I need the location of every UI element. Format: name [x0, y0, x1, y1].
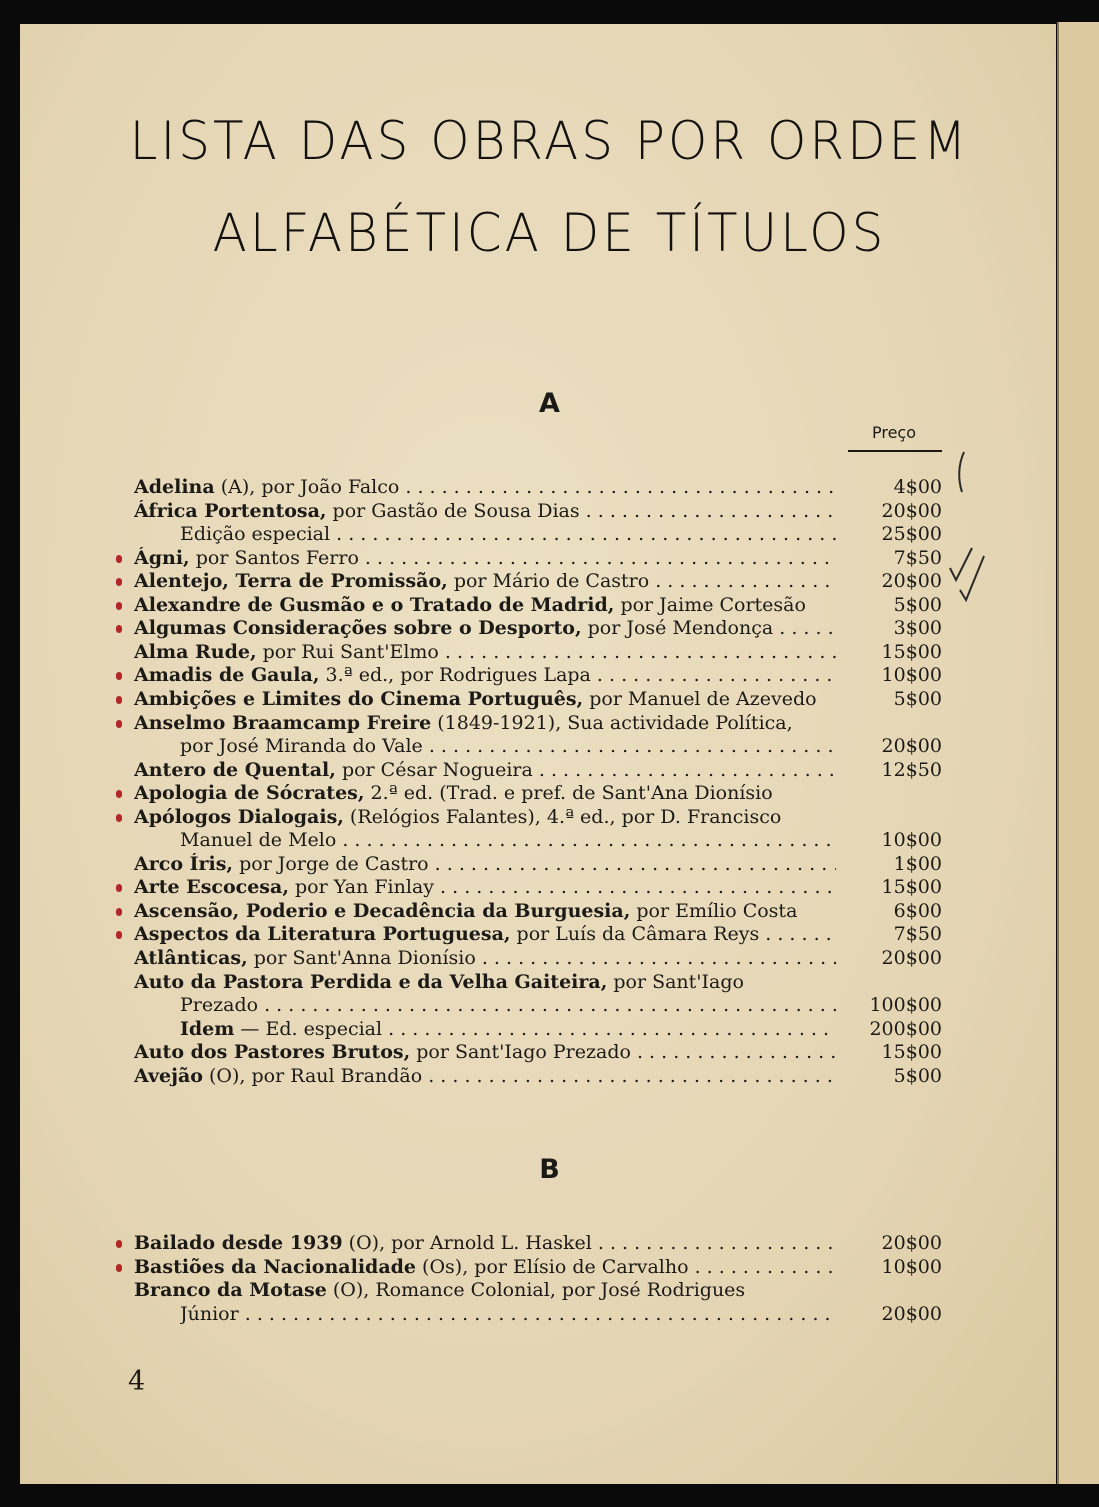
entry-price: 10$00: [881, 664, 942, 687]
entry-text: [134, 900, 836, 924]
entry-title: África Portentosa,: [134, 499, 327, 522]
entry-price: 6$00: [893, 899, 942, 922]
entry-title: Alma Rude,: [134, 640, 257, 663]
entry-details: por Sant'Iago: [607, 970, 744, 993]
entry-price: 4$00: [893, 476, 942, 498]
entry-text: [180, 523, 836, 547]
entry-title: Branco da Motase: [134, 1279, 327, 1302]
entry-title: Auto dos Pastores Brutos,: [134, 1041, 411, 1064]
entry-details: por Luís da Câmara Reys: [510, 923, 760, 946]
entry-text: [134, 547, 836, 571]
entry-price: 10$00: [881, 829, 942, 852]
entry-details: (O), Romance Colonial, por José Rodrigues: [326, 1279, 746, 1302]
list-item: [0, 853, 1099, 877]
entry-title: Antero de Quental,: [134, 758, 336, 781]
entry-price: 20$00: [881, 1302, 942, 1325]
entry-title: Alexandre de Gusmão e o Tratado de Madrid,: [134, 593, 615, 616]
entry-details: por Gastão de Sousa Dias: [326, 499, 580, 522]
entry-text: [134, 712, 836, 736]
entry-title: Bailado desde 1939: [134, 1232, 343, 1254]
red-pencil-mark: [116, 672, 122, 680]
list-item: [0, 1256, 1099, 1280]
red-pencil-mark: [116, 578, 122, 586]
entry-price: 10$00: [881, 1255, 942, 1278]
list-item: [0, 617, 1099, 641]
list-item: [0, 994, 1099, 1018]
entry-title: Apólogos Dialogais,: [134, 805, 344, 828]
entry-text: [134, 594, 836, 618]
red-pencil-mark: [116, 1240, 122, 1248]
entry-details: (Relógios Falantes), 4.ª ed., por D. Francisco: [343, 805, 782, 828]
price-header-rule: [848, 450, 942, 452]
list-item: [0, 735, 1099, 759]
entry-title: Arte Escocesa,: [134, 876, 289, 899]
entry-price: 15$00: [881, 876, 942, 899]
entry-text: [134, 500, 836, 524]
entry-price: 15$00: [881, 1041, 942, 1064]
list-item: [0, 523, 1099, 547]
entry-details: por Santos Ferro: [189, 546, 359, 569]
list-item: [0, 641, 1099, 665]
entry-title: Ambições e Limites do Cinema Português,: [134, 687, 584, 710]
entry-price: 20$00: [881, 570, 942, 593]
red-pencil-mark: [116, 555, 122, 563]
entry-details: — Ed. especial: [234, 1017, 383, 1040]
list-item: [0, 1018, 1099, 1042]
red-pencil-mark: [116, 814, 122, 822]
entry-text: [134, 923, 836, 947]
list-item: [0, 664, 1099, 688]
entry-text: [134, 1256, 836, 1280]
list-item: [0, 1303, 1099, 1327]
entry-details: por Jaime Cortesão: [614, 593, 806, 616]
entry-title: Avejão: [134, 1064, 203, 1087]
entry-text: [134, 476, 836, 500]
entry-price: 20$00: [881, 947, 942, 969]
entry-title: Algumas Considerações sobre o Desporto,: [134, 617, 582, 640]
entry-details: 2.ª ed. (Trad. e pref. de Sant'Ana Dionísio: [364, 782, 773, 805]
entry-title: Bastiões da Nacionalidade: [134, 1255, 417, 1278]
entry-details: Manuel de Melo: [180, 829, 337, 852]
entry-text: [134, 1065, 836, 1089]
entry-title: Auto da Pastora Perdida e da Velha Gaiteira,: [134, 970, 608, 993]
entry-title: Arco Íris,: [134, 852, 234, 875]
section-letter-b: B: [539, 1154, 560, 1185]
entry-text: [134, 688, 836, 712]
entry-details: por Mário de Castro: [447, 570, 650, 593]
list-item: [0, 476, 1099, 500]
list-item: [0, 1065, 1099, 1089]
entry-title: Idem: [180, 1017, 235, 1040]
entry-details: por Manuel de Azevedo: [583, 687, 817, 710]
entry-title: Alentejo, Terra de Promissão,: [134, 570, 448, 593]
list-item: [0, 806, 1099, 830]
entry-text: [134, 570, 836, 594]
red-pencil-mark: [116, 908, 122, 916]
entry-price: 5$00: [893, 687, 942, 710]
entry-price: 15$00: [881, 640, 942, 663]
list-item: [0, 971, 1099, 995]
entry-title: Aspectos da Literatura Portuguesa,: [134, 923, 511, 946]
red-pencil-mark: [116, 720, 122, 728]
red-pencil-mark: [116, 931, 122, 939]
list-item: [0, 900, 1099, 924]
entry-details: Edição especial: [180, 523, 331, 546]
entry-details: (A), por João Falco: [214, 476, 400, 498]
red-pencil-mark: [116, 602, 122, 610]
red-pencil-mark: [116, 884, 122, 892]
entry-text: [134, 1041, 836, 1065]
entry-details: por José Mendonça: [581, 617, 774, 640]
list-item: [0, 923, 1099, 947]
list-item: [0, 1232, 1099, 1256]
entry-text: [134, 1232, 836, 1256]
entry-text: [134, 782, 836, 806]
red-pencil-mark: [116, 1264, 122, 1272]
entry-details: (O), por Raul Brandão: [202, 1064, 423, 1087]
entry-details: por César Nogueira: [335, 758, 533, 781]
entry-title: Amadis de Gaula,: [134, 664, 320, 687]
section-letter-a: A: [539, 388, 560, 419]
entry-details: (O), por Arnold L. Haskel: [342, 1232, 592, 1254]
entry-details: por Sant'Iago Prezado: [410, 1041, 631, 1064]
entry-title: Ágni,: [134, 546, 190, 569]
entry-price: 25$00: [881, 523, 942, 546]
red-pencil-mark: [116, 625, 122, 633]
entry-details: Júnior: [180, 1302, 239, 1325]
entry-price: 7$50: [893, 923, 942, 946]
entry-text: [180, 1018, 836, 1042]
entry-text: [134, 1279, 836, 1303]
entry-details: Prezado: [180, 994, 259, 1017]
page-title-line-2: ALFABÉTICA DE TÍTULOS: [212, 202, 887, 264]
entry-text: [134, 876, 836, 900]
entry-details: por Yan Finlay: [288, 876, 435, 899]
entry-price: 20$00: [881, 735, 942, 758]
list-item: [0, 500, 1099, 524]
entry-text: [134, 641, 836, 665]
entry-text: [134, 947, 836, 971]
entry-price: 5$00: [893, 1064, 942, 1087]
list-item: [0, 759, 1099, 783]
red-pencil-mark: [116, 790, 122, 798]
entry-text: [180, 735, 836, 759]
entry-details: por Rui Sant'Elmo: [256, 640, 439, 663]
entry-details: por Emílio Costa: [630, 899, 798, 922]
price-column-header: Preço: [871, 423, 917, 442]
list-item: [0, 688, 1099, 712]
entry-text: [180, 1303, 836, 1327]
list-item: [0, 876, 1099, 900]
list-item: [0, 1279, 1099, 1303]
entry-price: 3$00: [893, 617, 942, 640]
entry-price: 1$00: [893, 852, 942, 875]
entry-price: 20$00: [881, 1232, 942, 1254]
entry-text: [134, 759, 836, 783]
entry-details: (1849-1921), Sua actividade Política,: [431, 711, 793, 734]
entry-text: [134, 664, 836, 688]
list-item: [0, 570, 1099, 594]
entry-price: 200$00: [869, 1017, 942, 1040]
entry-title: Adelina: [134, 476, 215, 498]
entry-text: [180, 994, 836, 1018]
entry-text: [134, 971, 836, 995]
entry-title: Atlânticas,: [134, 947, 248, 969]
entry-price: 5$00: [893, 593, 942, 616]
entry-details: (Os), por Elísio de Carvalho: [416, 1255, 689, 1278]
entry-price: 7$50: [893, 546, 942, 569]
entry-text: [134, 853, 836, 877]
entry-title: Ascensão, Poderio e Decadência da Burguesia,: [134, 899, 631, 922]
list-item: [0, 1041, 1099, 1065]
page-title-line-1: LISTA DAS OBRAS POR ORDEM: [129, 110, 970, 172]
red-pencil-mark: [116, 696, 122, 704]
entry-details: por José Miranda do Vale: [180, 735, 423, 758]
page-number: 4: [128, 1366, 146, 1397]
list-item: [0, 712, 1099, 736]
entry-details: por Sant'Anna Dionísio: [247, 947, 476, 969]
entry-price: 12$50: [881, 758, 942, 781]
list-item: [0, 829, 1099, 853]
list-item: [0, 947, 1099, 971]
entry-text: [180, 829, 836, 853]
entry-price: 20$00: [881, 499, 942, 522]
entry-text: [134, 806, 836, 830]
entry-text: [134, 617, 836, 641]
list-item: [0, 594, 1099, 618]
pencil-check-mark: [948, 440, 998, 620]
entry-title: Anselmo Braamcamp Freire: [134, 711, 432, 734]
entry-title: Apologia de Sócrates,: [134, 782, 365, 805]
list-item: [0, 782, 1099, 806]
list-item: [0, 547, 1099, 571]
entry-details: 3.ª ed., por Rodrigues Lapa: [319, 664, 591, 687]
entry-price: 100$00: [869, 994, 942, 1017]
entry-details: por Jorge de Castro: [233, 852, 429, 875]
